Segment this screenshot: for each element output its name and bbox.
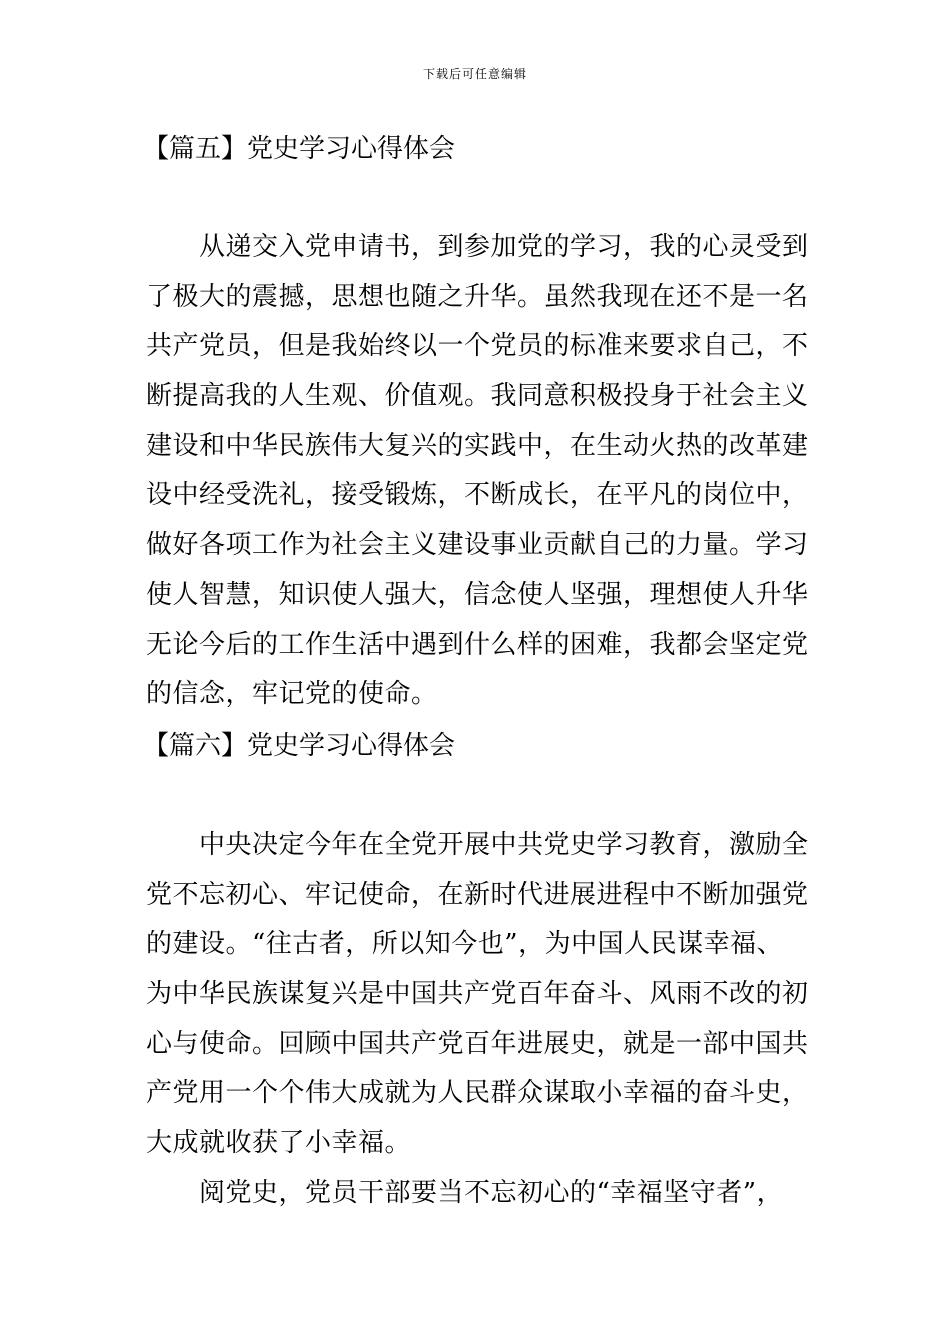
- paragraph-line: 中央决定今年在全党开展中共党史学习教育，激励全: [199, 830, 809, 860]
- paragraph-line: 大成就收获了小幸福。: [146, 1128, 412, 1159]
- paragraph-line: 共产党员，但是我始终以一个党员的标准来要求自己，不: [146, 331, 809, 362]
- paragraph-line: 了极大的震撼，思想也随之升华。虽然我现在还不是一名: [146, 281, 809, 312]
- paragraph-line: 产党用一个个伟大成就为人民群众谋取小幸福的奋斗史，: [146, 1078, 809, 1109]
- paragraph-line: 建设和中华民族伟大复兴的实践中，在生动火热的改革建: [146, 430, 809, 461]
- paragraph-line: 心与使命。回顾中国共产党百年进展史，就是一部中国共: [146, 1028, 809, 1059]
- paragraph-line: 做好各项工作为社会主义建设事业贡献自己的力量。学习: [146, 530, 809, 561]
- section-5-paragraph: [146, 223, 810, 720]
- paragraph-line: 断提高我的人生观、价值观。我同意积极投身于社会主义: [146, 381, 809, 412]
- section-6-paragraph: [146, 821, 810, 1219]
- section-heading-6: 【篇六】党史学习心得体会: [143, 731, 456, 761]
- paragraph-line: 使人智慧，知识使人强大，信念使人坚强，理想使人升华: [146, 579, 809, 610]
- paragraph-line: 无论今后的工作生活中遇到什么样的困难，我都会坚定党: [146, 629, 809, 660]
- section-heading-5: 【篇五】党史学习心得体会: [143, 134, 456, 164]
- paragraph-line: 设中经受洗礼，接受锻炼，不断成长，在平凡的岗位中，: [146, 480, 809, 511]
- paragraph-line: 阅党史，党员干部要当不忘初心的“幸福坚守者”，: [199, 1177, 784, 1208]
- paragraph-line: 的建设。“往古者，所以知今也”，为中国人民谋幸福、: [146, 929, 784, 960]
- header-note: 下载后可任意编辑: [422, 67, 527, 81]
- paragraph-line: 党不忘初心、牢记使命，在新时代进展进程中不断加强党: [146, 879, 809, 910]
- paragraph-line: 为中华民族谋复兴是中国共产党百年奋斗、风雨不改的初: [146, 979, 809, 1010]
- paragraph-line: 的信念，牢记党的使命。: [146, 679, 438, 710]
- paragraph-line: 从递交入党申请书，到参加党的学习，我的心灵受到: [199, 232, 809, 262]
